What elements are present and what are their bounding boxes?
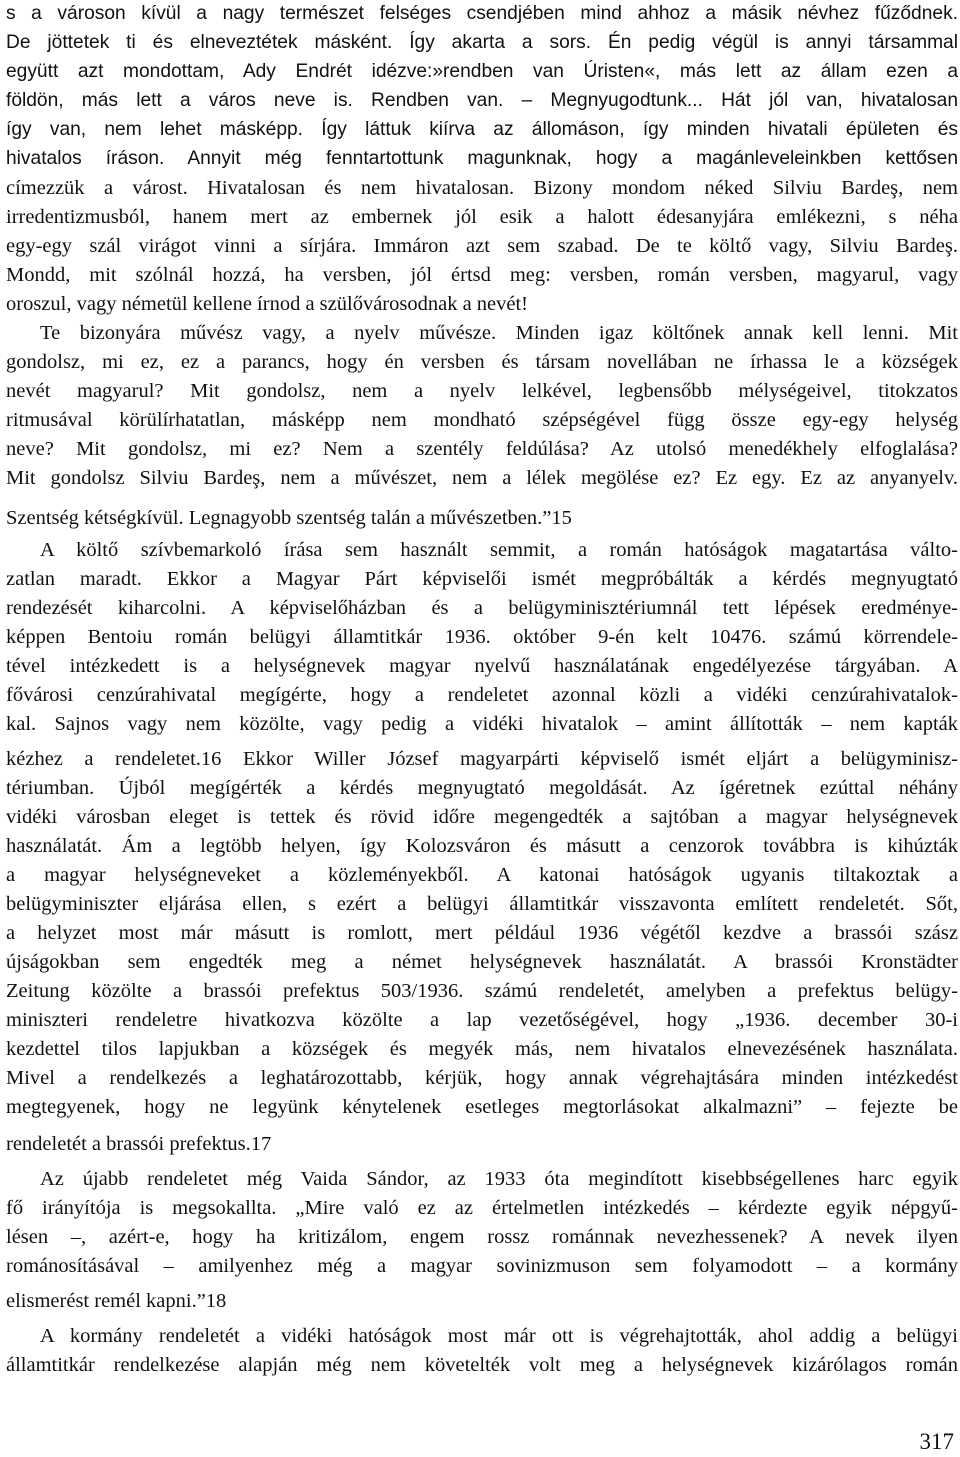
text-line: használatát. Ám a legtöbb helyen, így Kolozsváron és másutt a cenzorok továbbra is kihúzták [6,835,958,857]
text-line: Zeitung közölte a brassói prefektus 503/1936. számú rendeletét, amelyben a prefektus belügy- [6,980,958,1002]
text-line: államtitkár rendelkezése alapján még nem követelték volt meg a helységnevek kizárólagos román [6,1354,958,1376]
text-line: Az újabb rendeletet még Vaida Sándor, az 1933 óta megindított kisebbségellenes harc egyik [40,1168,958,1190]
text-line: rendeletét a brassói prefektus.17 [6,1133,272,1155]
text-line: A költő szívbemarkoló írása sem használt semmit, a román hatóságok magatartása válto- [40,539,958,561]
text-line: képpen Bentoiu román belügyi államtitkár 1936. október 9-én kelt 10476. számú körrendele- [6,626,958,648]
page-number: 317 [919,1429,954,1454]
text-line: együtt azt mondottam, Ady Endrét idézve:»rendben van Úristen«, más lett az állam ezen a [6,61,958,82]
text-line: hivatalos íráson. Annyit még fenntartottunk magunknak, hogy a magánleveleinkben kettősen [6,148,958,169]
text-line: újságokban sem engedték meg a német helységnevek használatát. A brassói Kronstädter [6,951,958,973]
text-line: irredentizmusból, hanem mert az embernek jól esik a halott édesanyjára emlékezni, s néha [6,206,958,228]
text-line: románosításával – amilyenhez még a magyar sovinizmuson sem folyamodott – a kormány [6,1255,958,1277]
text-line: Mondd, mit szólnál hozzá, ha versben, jól értsd meg: versben, román versben, magyarul, vagy [6,264,958,286]
text-line: gondolsz, mi ez, ez a parancs, hogy én versben és társam novellában ne írhassa le a községek [6,351,958,373]
text-line: kal. Sajnos vagy nem közölte, vagy pedig a vidéki hivatalok – amint állították – nem kapták [6,713,958,735]
text-line: így van, nem lehet másképp. Így láttuk kiírva az állomáson, így minden hivatali épületen és [6,119,958,140]
text-line: belügyminiszter eljárása ellen, s ezért a belügyi államtitkár visszavonta említett rendeletét. Sőt, [6,893,958,915]
text-line: vidéki városban eleget is tettek és rövid időre megengedték a sajtóban a magyar helységnevek [6,806,958,828]
text-line: elismerést remél kapni.”18 [6,1290,227,1312]
text-line: nevét magyarul? Mit gondolsz, nem a nyelv lelkével, legbensőbb mélységeivel, titokzatos [6,380,958,402]
text-line: fővárosi cenzúrahivatal megígérte, hogy a rendeletet azonnal közli a vidéki cenzúrahivatalok- [6,684,958,706]
text-line: egy-egy szál virágot vinni a sírjára. Immáron azt sem szabad. De te költő vagy, Silviu Bardeş. [6,235,958,257]
text-line: fő irányítója is megsokallta. „Mire való ez az értelmetlen intézkedés – kérdezte egyik népgyű- [6,1197,958,1219]
text-line: ritmusával körülírhatatlan, másképp nem mondható szépségével függ össze egy-egy helység [6,409,958,431]
text-line: zatlan maradt. Ekkor a Magyar Párt képviselői ismét megpróbálták a kérdés megnyugtató [6,568,958,590]
text-line: rendezését kiharcolni. A képviselőházban és a belügyminisztériumnál tett lépések eredménye- [6,597,958,619]
text-line: Te bizonyára művész vagy, a nyelv művésze. Minden igaz költőnek annak kell lenni. Mit [40,322,958,344]
text-line: kezdettel tilos lapjukban a községek és megyék más, nem hivatalos elnevezésének használata. [6,1038,958,1060]
text-line: Szentség kétségkívül. Legnagyobb szentség talán a művészetben.”15 [6,507,572,529]
text-line: neve? Mit gondolsz, mi ez? Nem a szentély feldúlása? Az utolsó menedékhely elfoglalása? [6,438,958,460]
text-line: Mit gondolsz Silviu Bardeş, nem a művészet, nem a lélek megölése ez? Ez egy. Ez az anyanyelv. [6,467,958,489]
text-line: A kormány rendeletét a vidéki hatóságok most már ott is végrehajtották, ahol addig a belügyi [40,1325,958,1347]
text-line: tériumban. Újból megígérték a kérdés megnyugtató megoldását. Az ígéretnek ezúttal néhány [6,777,958,799]
text-line: földön, más lett a város neve is. Rendben van. – Megnyugodtunk... Hát jól van, hivatalosan [6,90,958,111]
text-line: a helyzet most már másutt is romlott, mert például 1936 végétől kezdve a brassói szász [6,922,958,944]
text-line: a magyar helységneveket a közleményekből. A katonai hatóságok ugyanis tiltakoztak a [6,864,958,886]
text-line: címezzük a várost. Hivatalosan és nem hivatalosan. Bizony mondom néked Silviu Bardeş, nem [6,177,958,199]
text-line: De jöttetek ti és elneveztétek másként. Így akarta a sors. Én pedig végül is annyi társammal [6,32,958,53]
text-line: s a városon kívül a nagy természet felséges csendjében mind ahhoz a másik névhez fűződnek. [6,3,958,24]
text-line: Mivel a rendelkezés a leghatározottabb, kérjük, hogy annak végrehajtására minden intézkedést [6,1067,958,1089]
text-line: kézhez a rendeletet.16 Ekkor Willer József magyarpárti képviselő ismét eljárt a belügyminisz- [6,748,958,770]
text-line: miniszteri rendeletre hivatkozva közölte a lap vezetőségével, hogy „1936. december 30-i [6,1009,958,1031]
text-line: megtegyenek, hogy ne legyünk kénytelenek esetleges megtorlásokat alkalmazni” – fejezte be [6,1096,958,1118]
text-line: lésen –, azért-e, hogy ha kritizálom, engem rossz románnak nevezhessenek? A nevek ilyen [6,1226,958,1248]
text-line: oroszul, vagy németül kellene írnod a szülővárosodnak a nevét! [6,293,529,315]
text-line: tével intézkedett is a helységnevek magyar nyelvű használatának engedélyezése tárgyában. A [6,655,958,677]
